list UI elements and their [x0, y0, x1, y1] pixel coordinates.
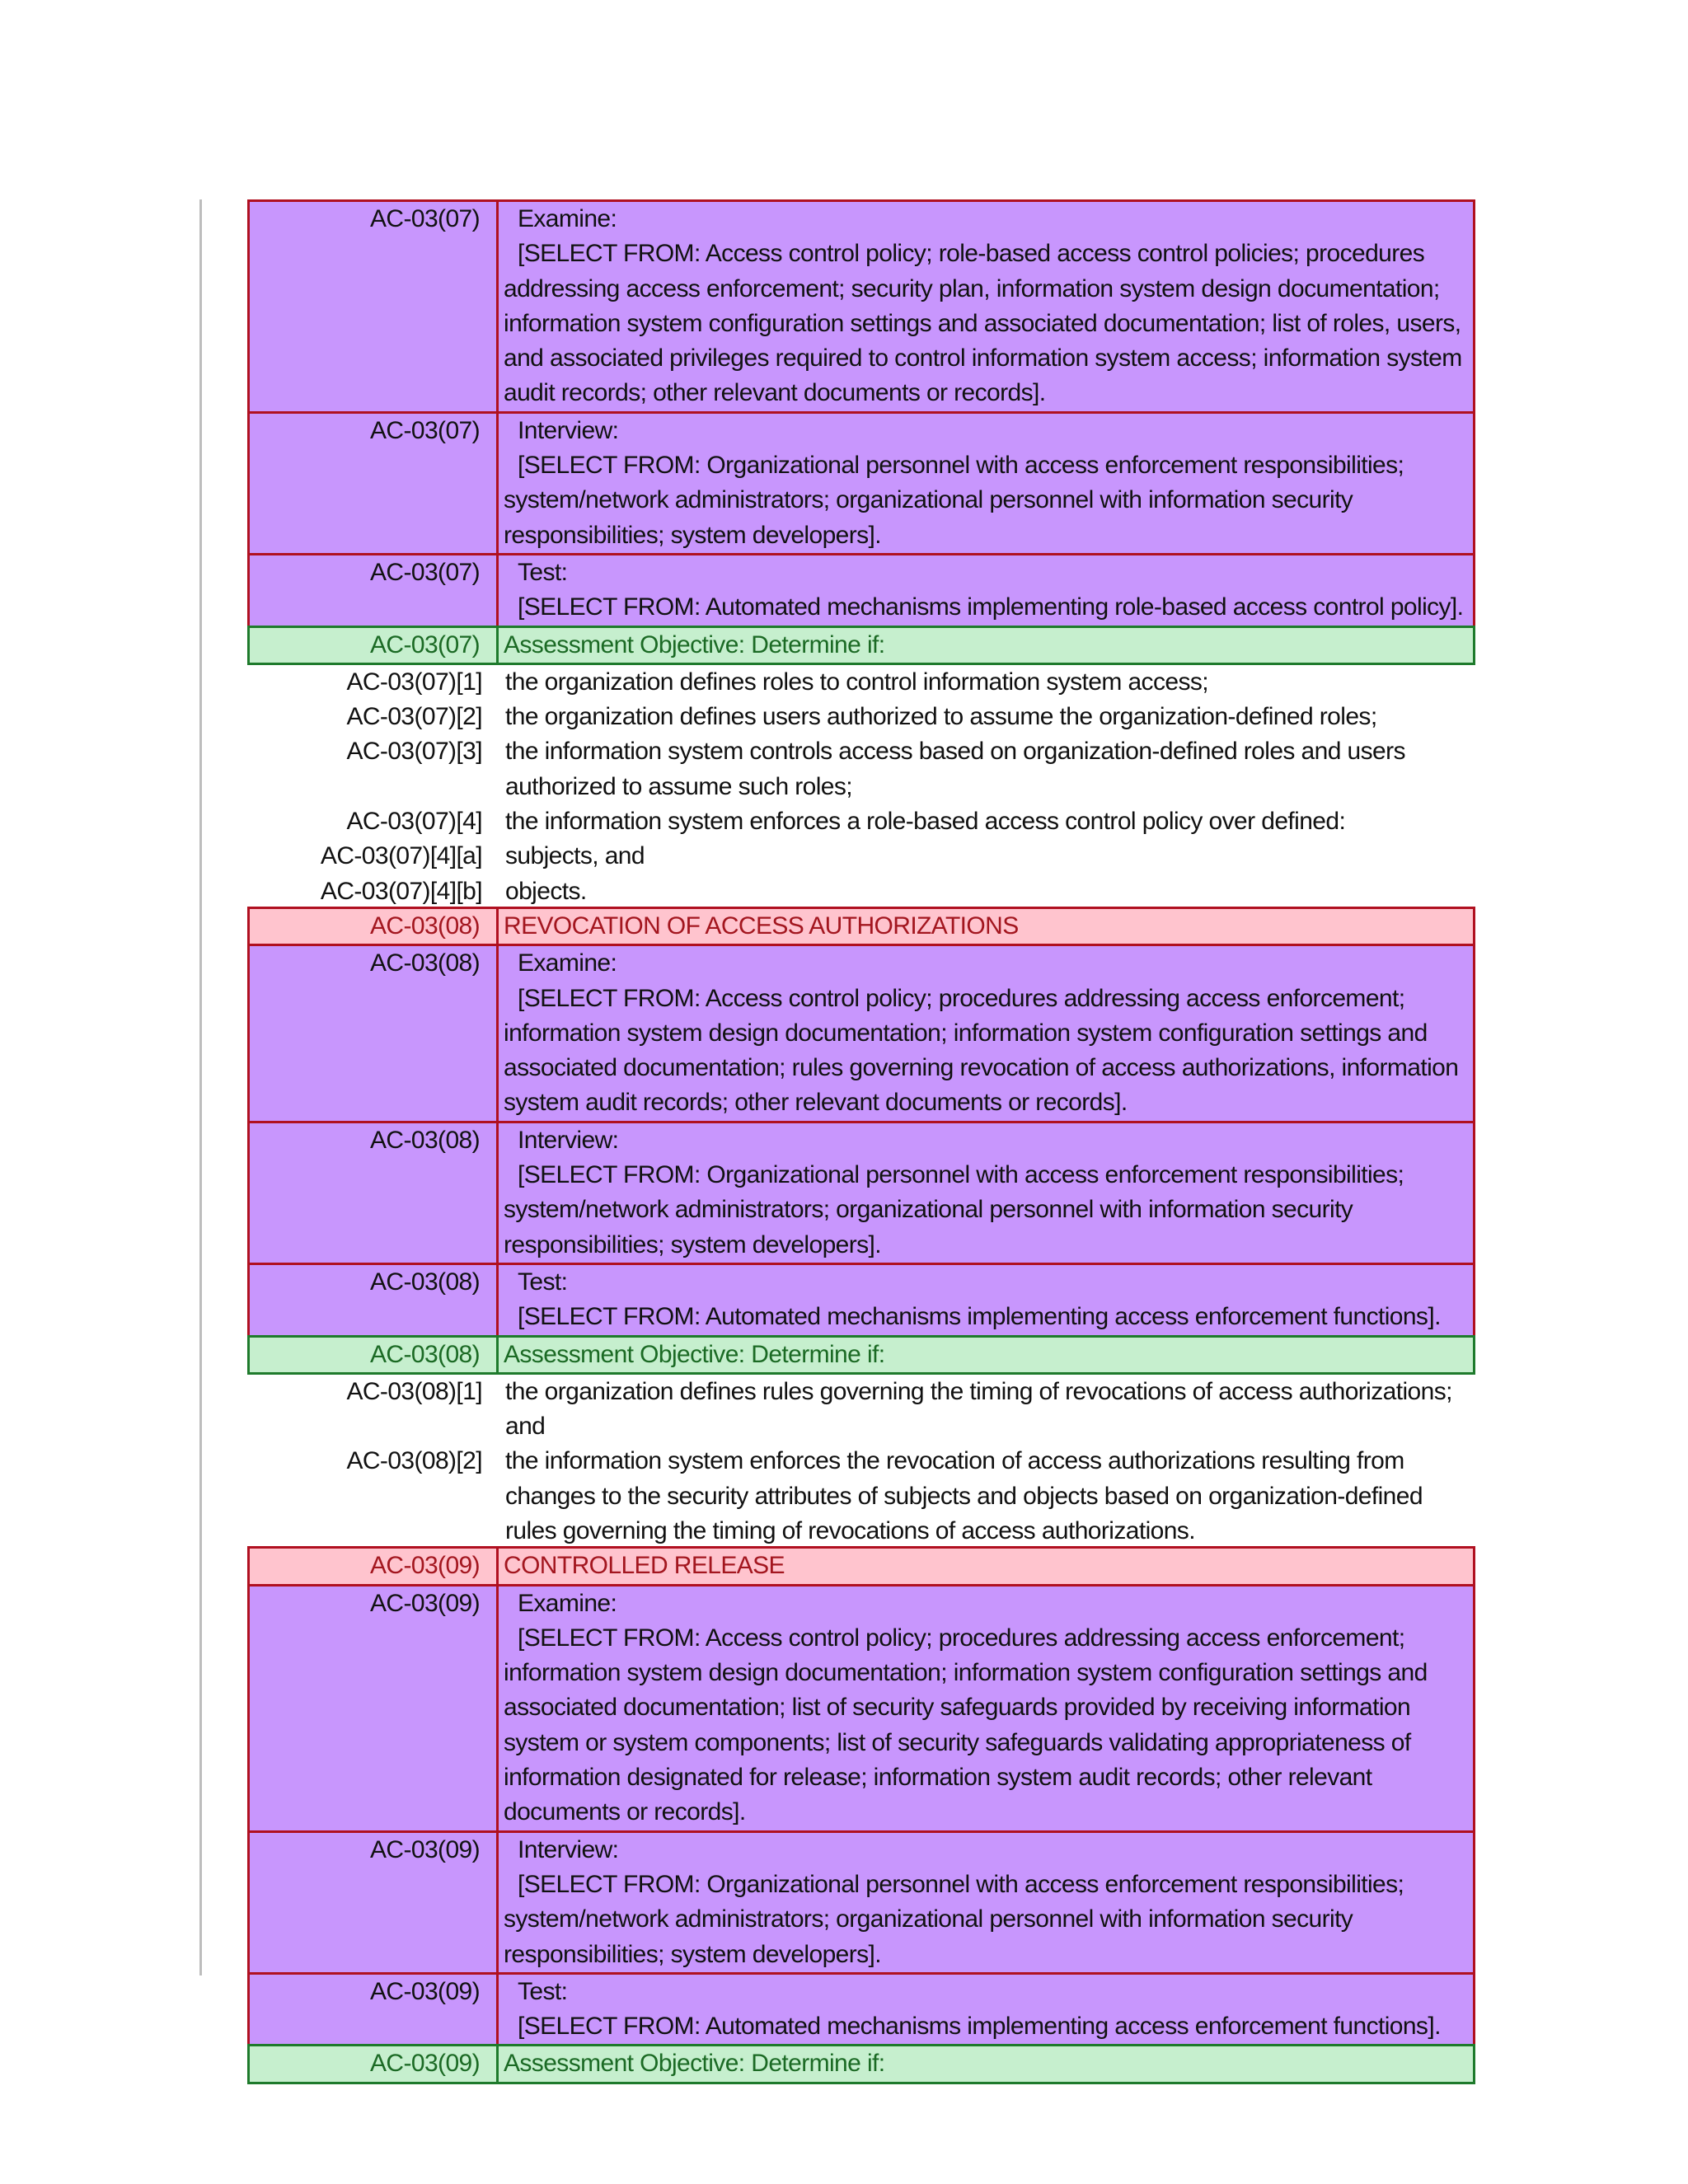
- method-row-examine: [247, 944, 1475, 1122]
- objective-item: [247, 839, 1475, 874]
- item-text: the organization defines roles to control information system access;: [505, 668, 1208, 696]
- objective-item: [247, 665, 1475, 700]
- item-text: objects.: [505, 877, 587, 905]
- item-id: AC-03(08)[2]: [346, 1447, 482, 1475]
- control-id: AC-03(07): [250, 202, 499, 411]
- item-id: AC-03(07)[4][b]: [320, 877, 482, 905]
- method-label: Examine:: [518, 1589, 617, 1617]
- control-id: AC-03(09): [250, 1549, 499, 1583]
- objective-row: [247, 626, 1475, 665]
- method-label: Interview:: [518, 416, 619, 444]
- objective-item: [247, 804, 1475, 839]
- control-id: AC-03(08): [250, 946, 499, 1120]
- item-text: the information system enforces a role-based access control policy over defined:: [505, 808, 1346, 836]
- item-text: the organization defines users authorized to assume the organization-defined roles;: [505, 703, 1377, 731]
- item-text: subjects, and: [505, 842, 645, 870]
- method-text: [SELECT FROM: Organizational personnel with access enforcement responsibilities; system/network administrators; organizational personnel with information security responsibilities; system developers].: [504, 452, 1404, 549]
- item-id: AC-03(07)[1]: [346, 668, 482, 696]
- item-id: AC-03(07)[4][a]: [320, 842, 482, 870]
- control-title: REVOCATION OF ACCESS AUTHORIZATIONS: [504, 912, 1019, 940]
- objective-text: Assessment Objective: Determine if:: [504, 1340, 885, 1368]
- item-text: the organization defines rules governing the timing of revocations of access authorizations; and: [505, 1377, 1452, 1441]
- objective-row: [247, 1335, 1475, 1375]
- control-id: AC-03(08): [250, 1123, 499, 1263]
- objective-item: [247, 700, 1475, 734]
- control-header-row: [247, 907, 1475, 946]
- method-row-interview: [247, 1121, 1475, 1265]
- objective-text: Assessment Objective: Determine if:: [504, 630, 885, 658]
- objective-item: [247, 874, 1475, 909]
- method-text: [SELECT FROM: Automated mechanisms implementing access enforcement functions].: [518, 2013, 1441, 2041]
- method-label: Examine:: [518, 949, 617, 977]
- control-id: AC-03(07): [250, 555, 499, 626]
- item-text: the information system enforces the revocation of access authorizations resulting from changes to the security attributes of subjects and objects based on organization-defined rules governing the timing of revocations of access authorizations.: [505, 1447, 1423, 1544]
- control-id: AC-03(08): [250, 909, 499, 944]
- margin-bar: [199, 199, 202, 1975]
- method-row-test: [247, 553, 1475, 628]
- objective-item: [247, 1444, 1475, 1549]
- assessment-table: [247, 199, 1475, 2084]
- method-row-test: [247, 1263, 1475, 1338]
- objective-item: [247, 734, 1475, 804]
- method-text: [SELECT FROM: Automated mechanisms implementing role-based access control policy].: [518, 593, 1464, 621]
- method-text: [SELECT FROM: Automated mechanisms implementing access enforcement functions].: [518, 1303, 1441, 1331]
- objective-row: [247, 2044, 1475, 2083]
- item-text: the information system controls access based on organization-defined roles and users authorized to assume such roles;: [505, 738, 1405, 800]
- control-header-row: [247, 1546, 1475, 1586]
- method-label: Examine:: [518, 205, 617, 232]
- control-id: AC-03(09): [250, 2046, 499, 2081]
- method-label: Test:: [518, 1977, 568, 2005]
- control-id: AC-03(09): [250, 1975, 499, 2045]
- control-id: AC-03(08): [250, 1265, 499, 1335]
- control-id: AC-03(07): [250, 414, 499, 553]
- item-id: AC-03(08)[1]: [346, 1377, 482, 1405]
- method-row-interview: [247, 411, 1475, 555]
- item-id: AC-03(07)[3]: [346, 738, 482, 766]
- method-text: [SELECT FROM: Organizational personnel with access enforcement responsibilities; system/network administrators; organizational personnel with information security responsibilities; system developers].: [504, 1870, 1404, 1968]
- method-row-interview: [247, 1830, 1475, 1975]
- control-id: AC-03(08): [250, 1338, 499, 1372]
- method-text: [SELECT FROM: Access control policy; role-based access control policies; procedures addressing access enforcement; security plan, information system design documentation; information system configuration settings and associated documentation; list of roles, users, and associated privileges required to control information system access; information system audit records; other relevant documents or records].: [504, 240, 1462, 407]
- method-label: Interview:: [518, 1126, 619, 1154]
- control-id: AC-03(07): [250, 628, 499, 663]
- item-id: AC-03(07)[4]: [346, 808, 482, 836]
- control-title: CONTROLLED RELEASE: [504, 1552, 785, 1580]
- method-row-test: [247, 1972, 1475, 2047]
- method-row-examine: [247, 199, 1475, 414]
- method-label: Interview:: [518, 1835, 619, 1863]
- control-id: AC-03(09): [250, 1586, 499, 1830]
- control-id: AC-03(09): [250, 1833, 499, 1972]
- method-row-examine: [247, 1584, 1475, 1833]
- method-label: Test:: [518, 558, 568, 586]
- objective-text: Assessment Objective: Determine if:: [504, 2050, 885, 2078]
- method-label: Test:: [518, 1268, 568, 1296]
- objective-item: [247, 1375, 1475, 1445]
- method-text: [SELECT FROM: Access control policy; procedures addressing access enforcement; information system design documentation; information system configuration settings and associated documentation; list of security safeguards provided by receiving information system or system components; list of security safeguards validating appropriateness of information designated for release; information system audit records; other relevant documents or records].: [504, 1624, 1428, 1826]
- method-text: [SELECT FROM: Organizational personnel with access enforcement responsibilities; system/network administrators; organizational personnel with information security responsibilities; system developers].: [504, 1161, 1404, 1258]
- method-text: [SELECT FROM: Access control policy; procedures addressing access enforcement; information system design documentation; information system configuration settings and associated documentation; rules governing revocation of access authorizations, information system audit records; other relevant documents or records].: [504, 984, 1459, 1117]
- item-id: AC-03(07)[2]: [346, 703, 482, 731]
